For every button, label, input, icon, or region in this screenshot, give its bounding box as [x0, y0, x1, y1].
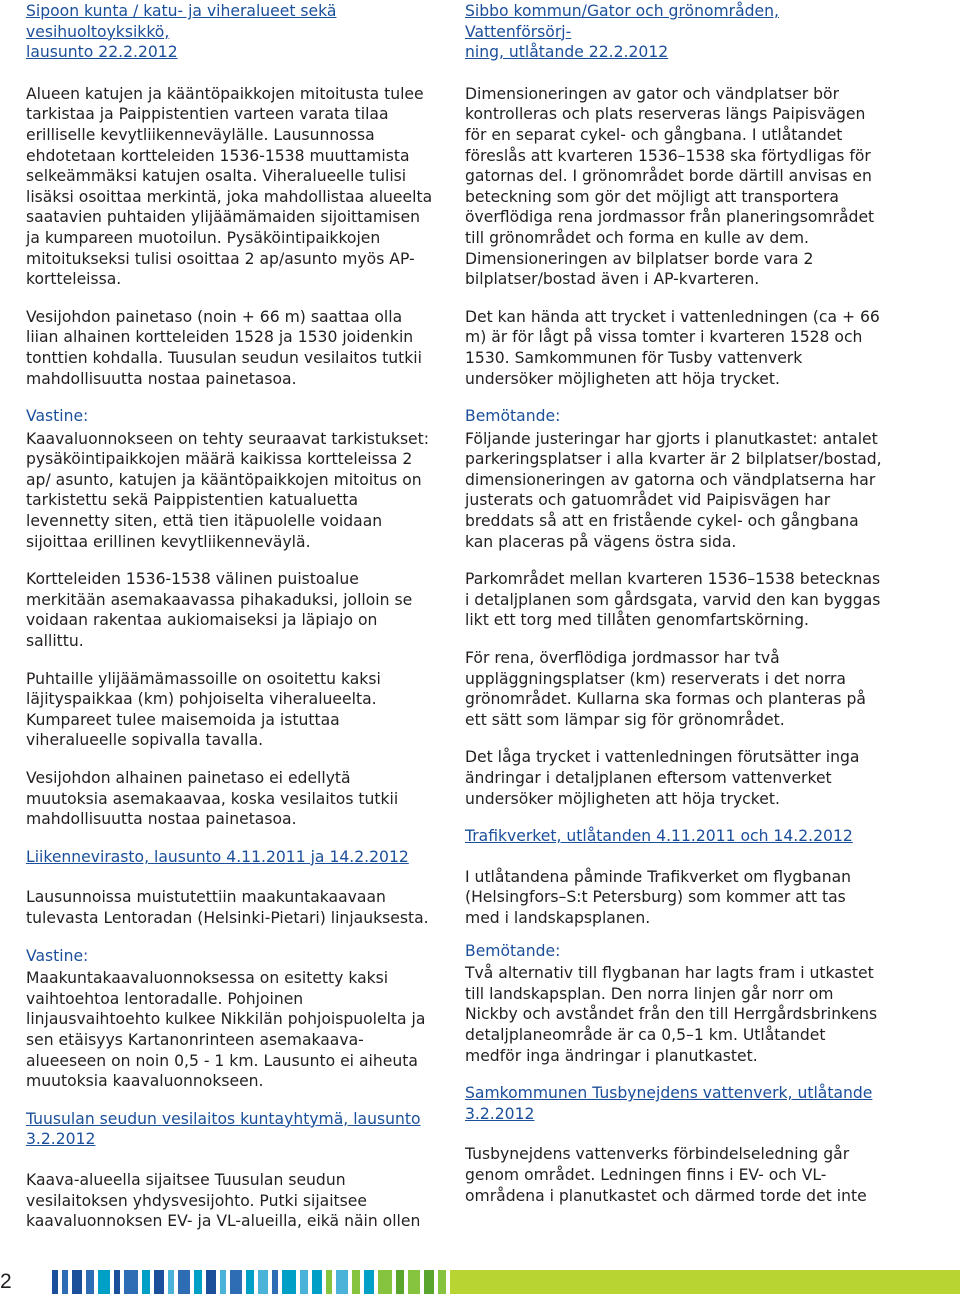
strip-segment — [178, 1270, 190, 1294]
right-header-sibbo: Sibbo kommun/Gator och grönområden, Vattenförsörj- ning, utlåtande 22.2.2012 — [465, 2, 779, 62]
strip-segment — [206, 1270, 216, 1294]
strip-segment — [52, 1270, 58, 1294]
strip-segment — [194, 1270, 202, 1294]
right-para-9: Tusbynejdens vattenverks förbindelseledning går genom området. Ledningen finns i EV- och VL-områdena i planutkastet och därmed torde det inte — [465, 1145, 867, 1205]
strip-segment — [378, 1270, 392, 1294]
right-label-bemotande-2: Bemötande: — [465, 941, 561, 960]
page-number: 2 — [0, 1270, 12, 1293]
strip-segment — [168, 1270, 174, 1294]
left-para-5: Puhtaille ylijäämämassoille on osoitettu kaksi läjityspaikkaa (km) pohjoiselta viheralueelta. Kumpareet tulee maisemoida ja istuttaa viheralueelle sopivalla tavalla. — [26, 669, 381, 750]
decorative-color-strip — [52, 1270, 960, 1294]
page-footer — [0, 1262, 960, 1298]
left-para-1: Alueen katujen ja kääntöpaikkojen mitoitusta tulee tarkistaa ja Paippistentien varteen varata tilaa erilliselle kevytliikenneväylälle. Lausunnossa ehdotetaan kortteleiden 1536-1538 muuttamista selkeämmäksi katujen osalta. Viheralueelle tulisi lisäksi osoittaa merkintä, joka mahdollistaa alueelta saatavien puhtaiden ylijäämämaiden sijoittamisen ja kumpareen muotoilun. Pysäköintipaikkojen mitoitukseksi tulisi osoittaa 2 ap/asunto myös AP-kortteleissa. — [26, 84, 433, 289]
left-para-8: Maakuntakaavaluonnoksessa on esitetty kaksi vaihtoehtoa lentoradalle. Pohjoinen linjausvaihtoehto kulkee Nikkilän pohjoispuolelta ja sen etäisyys Kartanonrinteen asemakaava-alueeseen on noin 0,5 - 1 km. Lausunto ei aiheuta muutoksia kaavaluonnokseen. — [26, 969, 426, 1091]
strip-segment — [352, 1270, 360, 1294]
strip-segment — [396, 1270, 404, 1294]
right-para-5: För rena, överflödiga jordmassor har två uppläggningsplatser (km) reserverats i det norra grönområdet. Kullarna ska formas och planteras på ett sätt som lämpar sig för grönområdet. — [465, 649, 866, 729]
strip-segment — [336, 1270, 348, 1294]
right-label-bemotande-1: Bemötande: — [465, 407, 561, 426]
strip-segment — [142, 1270, 150, 1294]
right-para-8: Två alternativ till flygbanan har lagts fram i utkastet till landskapsplan. Den norra linjen går norr om Nickby och avståndet från den till Herrgårdsbrinkens detaljplaneområde är ca 0,5–1 km. Utlåtandet medför inga ändringar i planutkastet. — [465, 964, 878, 1065]
right-para-1: Dimensioneringen av gator och vändplatser bör kontrolleras och plats reserveras längs Paipisvägen för en separat cykel- och gångbana. I utlåtandet föreslås att kvarteren 1536–1538 ska förtydligas för gatornas del. I grönområdet borde därtill anvisas en beteckning som gör det möjligt att transportera överflödiga rena jordmassor från planeringsområdet till grönområdet och forma en kulle av dem. Dimensioneringen av bilplatser borde vara 2 bilplatser/bostad även i AP-kvarteren. — [465, 84, 875, 289]
right-header-trafikverket: Trafikverket, utlåtanden 4.11.2011 och 14.2.2012 — [465, 827, 853, 846]
strip-segment — [438, 1270, 446, 1294]
strip-segment — [326, 1270, 332, 1294]
strip-segment — [364, 1270, 374, 1294]
strip-segment — [300, 1270, 308, 1294]
strip-segment — [62, 1270, 68, 1294]
strip-segment — [86, 1270, 94, 1294]
left-para-4: Kortteleiden 1536-1538 välinen puistoalue merkitään asemakaavassa pihakaduksi, jolloin se voidaan rakentaa aukiomaiseksi ja läpiajo on sallittu. — [26, 570, 413, 651]
strip-segment — [114, 1270, 120, 1294]
strip-segment — [220, 1270, 226, 1294]
strip-segment — [230, 1270, 242, 1294]
strip-segment — [272, 1270, 278, 1294]
left-para-2: Vesijohdon painetaso (noin + 66 m) saattaa olla liian alhainen kortteleiden 1528 ja 1530 joidenkin tonttien kohdalla. Tuusulan seudun vesilaitos tutkii mahdollisuutta nostaa painetasoa. — [26, 307, 422, 388]
strip-segment — [424, 1270, 434, 1294]
right-para-3: Följande justeringar har gjorts i planutkastet: antalet parkeringsplatser i alla kvarter är 2 bilplatser/bostad, dimensioneringen av gatorna och vändplatserna har justerats och gatuområdet vid Paipisvägen har breddats så att en fristående cykel- och gångbana kan placeras på vägens östra sida. — [465, 429, 882, 551]
right-header-tusby: Samkommunen Tusbynejdens vattenverk, utlåtande 3.2.2012 — [465, 1084, 873, 1123]
strip-segment — [124, 1270, 138, 1294]
strip-segment — [408, 1270, 420, 1294]
strip-segment — [258, 1270, 268, 1294]
right-para-7: I utlåtandena påminde Trafikverket om flygbanan (Helsingfors–S:t Petersburg) som kommer att tas med i landskapsplanen. — [465, 867, 852, 927]
strip-segment — [312, 1270, 322, 1294]
left-column — [26, 0, 436, 1232]
left-header-liikennevirasto: Liikennevirasto, lausunto 4.11.2011 ja 14.2.2012 — [26, 847, 409, 866]
left-para-9: Kaava-alueella sijaitsee Tuusulan seudun vesilaitoksen yhdysvesijohto. Putki sijaitsee kaavaluonnoksen EV- ja VL-alueilla, eikä näin ollen — [26, 1170, 421, 1231]
left-header-sipoo: Sipoon kunta / katu- ja viheralueet sekä vesihuoltoyksikkö, lausunto 22.2.2012 — [26, 2, 337, 62]
left-para-6: Vesijohdon alhainen painetaso ei edellytä muutoksia asemakaavaa, koska vesilaitos tutkii mahdollisuutta nostaa painetasoa. — [26, 769, 399, 829]
left-label-vastine-1: Vastine: — [26, 407, 89, 426]
strip-segment — [72, 1270, 82, 1294]
right-column — [465, 0, 885, 1206]
right-para-2: Det kan hända att trycket i vattenledningen (ca + 66 m) är för lågt på vissa tomter i kvarteren 1528 och 1530. Samkommunen för Tusby vattenverk undersöker möjligheten att höja trycket. — [465, 307, 880, 388]
strip-segment — [450, 1270, 960, 1294]
strip-segment — [154, 1270, 164, 1294]
strip-segment — [246, 1270, 254, 1294]
left-para-7: Lausunnoissa muistutettiin maakuntakaavaan tulevasta Lentoradan (Helsinki-Pietari) linjauksesta. — [26, 888, 429, 927]
left-header-tuusula: Tuusulan seudun vesilaitos kuntayhtymä, lausunto 3.2.2012 — [26, 1109, 421, 1149]
right-para-6: Det låga trycket i vattenledningen förutsätter inga ändringar i detaljplanen eftersom vattenverket undersöker möjligheten att höja trycket. — [465, 748, 860, 808]
right-para-4: Parkområdet mellan kvarteren 1536–1538 betecknas i detaljplanen som gårdsgata, varvid den kan byggas likt ett torg med tillåten genomfartskörning. — [465, 570, 881, 630]
strip-segment — [98, 1270, 110, 1294]
left-label-vastine-2: Vastine: — [26, 946, 89, 965]
left-para-3: Kaavaluonnokseen on tehty seuraavat tarkistukset: pysäköintipaikkojen määrä kaikissa kortteleissa 2 ap/ asunto, katujen ja kääntöpaikkojen mitoitus on tarkistettu sekä Paippistentien katualuetta levennetty siten, että tien itäpuolelle voidaan sijoittaa erillinen kevytliikenneväylä. — [26, 429, 430, 551]
strip-segment — [282, 1270, 296, 1294]
